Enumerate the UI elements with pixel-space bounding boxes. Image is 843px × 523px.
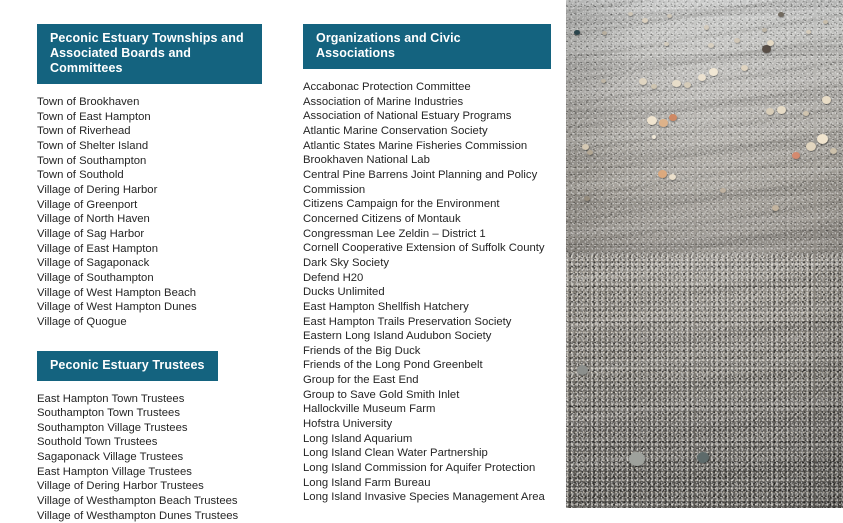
trustees-list <box>37 392 277 523</box>
beach-sand-photo <box>566 0 843 508</box>
townships-list <box>37 95 277 330</box>
list-item: Village of Sagaponack <box>37 256 277 271</box>
spacer <box>37 330 277 351</box>
list-item: Town of Riverhead <box>37 124 277 139</box>
list-item: Dark Sky Society <box>303 256 551 271</box>
list-item: Long Island Clean Water Partnership <box>303 446 551 461</box>
list-item: Town of Brookhaven <box>37 95 277 110</box>
list-item: Village of West Hampton Dunes <box>37 300 277 315</box>
list-item: Village of Sag Harbor <box>37 227 277 242</box>
list-item: Village of Quogue <box>37 315 277 330</box>
list-item: Village of Dering Harbor Trustees <box>37 479 277 494</box>
list-item: East Hampton Shellfish Hatchery <box>303 300 551 315</box>
list-item: Association of Marine Industries <box>303 95 551 110</box>
list-item: Long Island Aquarium <box>303 432 551 447</box>
list-item: Long Island Farm Bureau <box>303 476 551 491</box>
photo-vignette <box>566 0 843 508</box>
list-item: Town of East Hampton <box>37 110 277 125</box>
list-item: Accabonac Protection Committee <box>303 80 551 95</box>
list-item: Sagaponack Village Trustees <box>37 450 277 465</box>
list-item: Concerned Citizens of Montauk <box>303 212 551 227</box>
list-item: Atlantic Marine Conservation Society <box>303 124 551 139</box>
list-item: Village of Westhampton Dunes Trustees <box>37 509 277 523</box>
left-column <box>37 24 277 523</box>
right-column <box>303 24 551 505</box>
list-item: Brookhaven National Lab <box>303 153 551 168</box>
list-item: Eastern Long Island Audubon Society <box>303 329 551 344</box>
organizations-list <box>303 80 551 505</box>
section-header-organizations: Organizations and Civic Associations <box>303 24 551 69</box>
list-item: Town of Southold <box>37 168 277 183</box>
list-item: Village of Southampton <box>37 271 277 286</box>
list-item: Group for the East End <box>303 373 551 388</box>
list-item: Hallockville Museum Farm <box>303 402 551 417</box>
list-item: Village of West Hampton Beach <box>37 286 277 301</box>
list-item: Cornell Cooperative Extension of Suffolk County <box>303 241 551 256</box>
spacer <box>303 69 551 80</box>
list-item: Defend H20 <box>303 271 551 286</box>
list-item: Congressman Lee Zeldin – District 1 <box>303 227 551 242</box>
list-item: Village of Dering Harbor <box>37 183 277 198</box>
list-item: Town of Shelter Island <box>37 139 277 154</box>
spacer <box>37 381 277 392</box>
list-item: Long Island Commission for Aquifer Protection <box>303 461 551 476</box>
list-item: Hofstra University <box>303 417 551 432</box>
list-item: Long Island Invasive Species Management Area <box>303 490 551 505</box>
list-item: Village of North Haven <box>37 212 277 227</box>
list-item: East Hampton Town Trustees <box>37 392 277 407</box>
list-item: Citizens Campaign for the Environment <box>303 197 551 212</box>
list-item: Village of Westhampton Beach Trustees <box>37 494 277 509</box>
list-item: East Hampton Trails Preservation Society <box>303 315 551 330</box>
list-item: Group to Save Gold Smith Inlet <box>303 388 551 403</box>
list-item: Friends of the Big Duck <box>303 344 551 359</box>
list-item: Village of East Hampton <box>37 242 277 257</box>
list-item: Atlantic States Marine Fisheries Commission <box>303 139 551 154</box>
list-item: Southampton Town Trustees <box>37 406 277 421</box>
list-item: Friends of the Long Pond Greenbelt <box>303 358 551 373</box>
spacer <box>37 84 277 95</box>
section-header-trustees: Peconic Estuary Trustees <box>37 351 218 381</box>
list-item: Southold Town Trustees <box>37 435 277 450</box>
list-item: Southampton Village Trustees <box>37 421 277 436</box>
list-item: Central Pine Barrens Joint Planning and Policy Commission <box>303 168 551 197</box>
list-item: Town of Southampton <box>37 154 277 169</box>
list-item: East Hampton Village Trustees <box>37 465 277 480</box>
section-header-townships: Peconic Estuary Townships and Associated Boards and Committees <box>37 24 262 84</box>
list-item: Ducks Unlimited <box>303 285 551 300</box>
list-item: Village of Greenport <box>37 198 277 213</box>
list-item: Association of National Estuary Programs <box>303 109 551 124</box>
